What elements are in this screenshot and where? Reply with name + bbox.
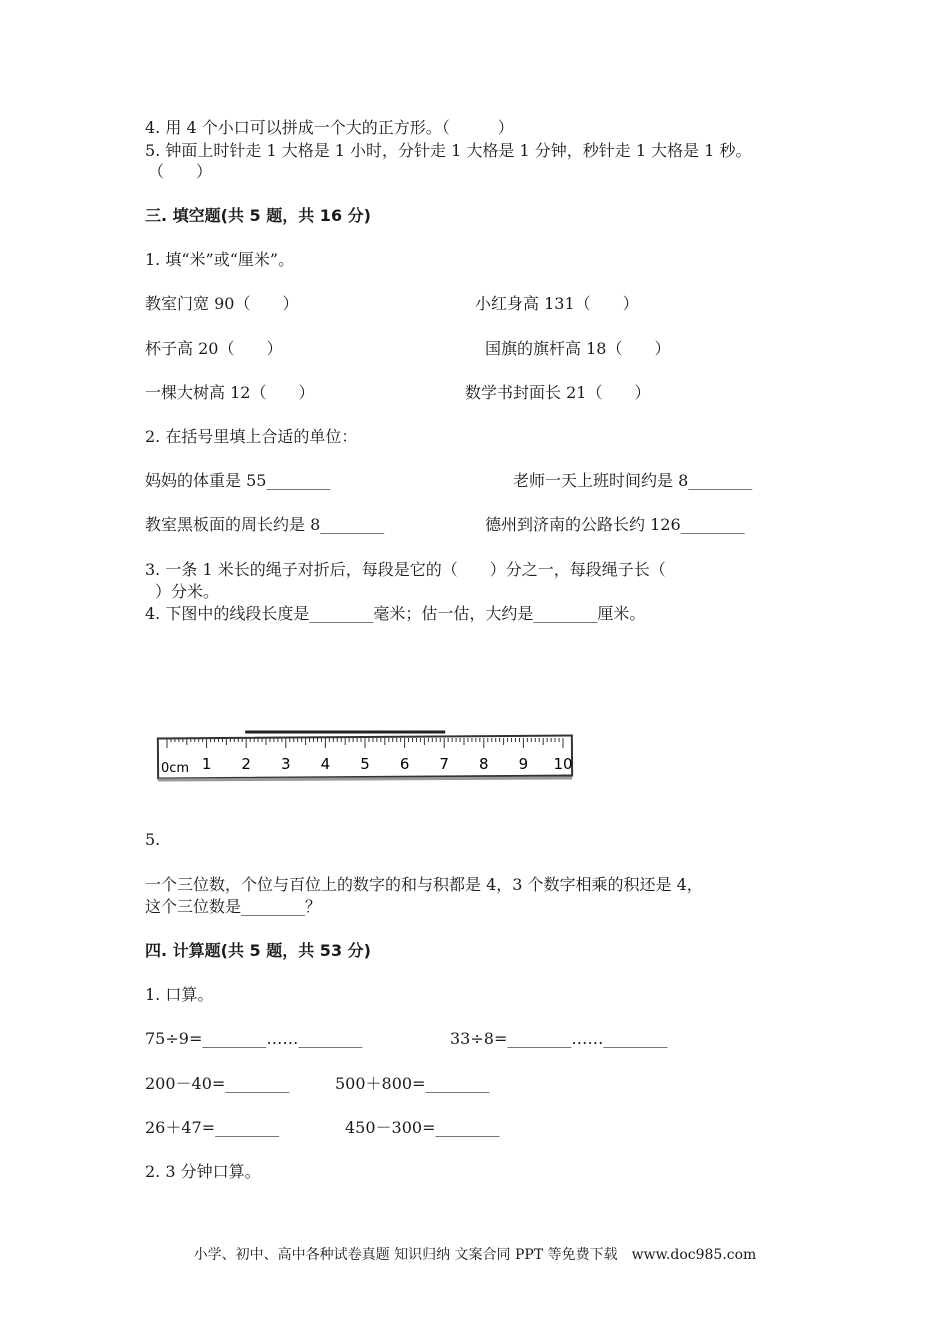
question-5-line2: （ ）	[148, 162, 213, 181]
fill5-number: 5.	[145, 830, 161, 849]
calc1-title: 1. 口算。	[145, 985, 214, 1004]
fill1-item: 数学书封面长 21（ ）	[465, 383, 651, 402]
fill3-line2: ）分米。	[155, 582, 220, 601]
calc2-title: 2. 3 分钟口算。	[145, 1162, 261, 1181]
fill1-item: 杯子高 20（ ）	[145, 339, 283, 358]
section3-title: 三. 填空题(共 5 题，共 16 分)	[145, 206, 371, 225]
section4-title: 四. 计算题(共 5 题，共 53 分)	[145, 941, 371, 960]
fill4: 4. 下图中的线段长度是________毫米；估一估，大约是________厘米。	[145, 604, 646, 623]
fill3-line1: 3. 一条 1 米长的绳子对折后，每段是它的（ ）分之一，每段绳子长（	[145, 560, 666, 579]
calc1-item: 450－300=________	[345, 1118, 500, 1137]
ruler-number: 6	[399, 755, 410, 773]
ruler-number: 7	[439, 755, 449, 773]
fill1-title: 1. 填“米”或“厘米”。	[145, 250, 295, 269]
calc1-item: 26＋47=________	[145, 1118, 280, 1137]
ruler-number: 1	[201, 755, 212, 773]
question-5-line1: 5. 钟面上时针走 1 大格是 1 小时，分针走 1 大格是 1 分钟，秒针走 1 大格是 1 秒。	[145, 141, 752, 160]
ruler-ticks	[167, 738, 563, 748]
ruler-number: 9	[518, 755, 529, 773]
ruler-number: 5	[360, 755, 370, 773]
ruler-number: 2	[241, 755, 251, 773]
fill2-item: 妈妈的体重是 55________	[145, 471, 331, 490]
fill5-line2: 这个三位数是________？	[145, 897, 322, 916]
fill1-item: 一棵大树高 12（ ）	[145, 383, 315, 402]
fill1-item: 小红身高 131（ ）	[475, 294, 639, 313]
fill5-line1: 一个三位数，个位与百位上的数字的和与积都是 4，3 个数字相乘的积还是 4，	[145, 875, 703, 894]
fill1-item: 教室门宽 90（ ）	[145, 294, 299, 313]
ruler-number: 8	[479, 755, 489, 773]
calc1-item: 500＋800=________	[335, 1074, 490, 1093]
ruler-number: 3	[281, 755, 291, 773]
ruler-number: 10	[553, 755, 573, 773]
fill2-item: 老师一天上班时间约是 8________	[513, 471, 753, 490]
ruler-figure	[150, 722, 590, 792]
calc1-item: 75÷9=________……________	[145, 1029, 363, 1048]
ruler-unit-label: 0cm	[161, 761, 190, 776]
fill2-item: 教室黑板面的周长约是 8________	[145, 515, 385, 534]
ruler-number: 4	[320, 755, 331, 773]
calc1-item: 33÷8=________……________	[450, 1029, 668, 1048]
fill1-item: 国旗的旗杆高 18（ ）	[485, 339, 671, 358]
fill2-item: 德州到济南的公路长约 126________	[485, 515, 745, 534]
footer-text: 小学、初中、高中各种试卷真题 知识归纳 文案合同 PPT 等免费下载 www.doc985.com	[193, 1247, 757, 1263]
fill2-title: 2. 在括号里填上合适的单位：	[145, 427, 358, 446]
calc1-item: 200－40=________	[145, 1074, 290, 1093]
question-4: 4. 用 4 个小口可以拼成一个大的正方形。（ ）	[145, 118, 514, 137]
